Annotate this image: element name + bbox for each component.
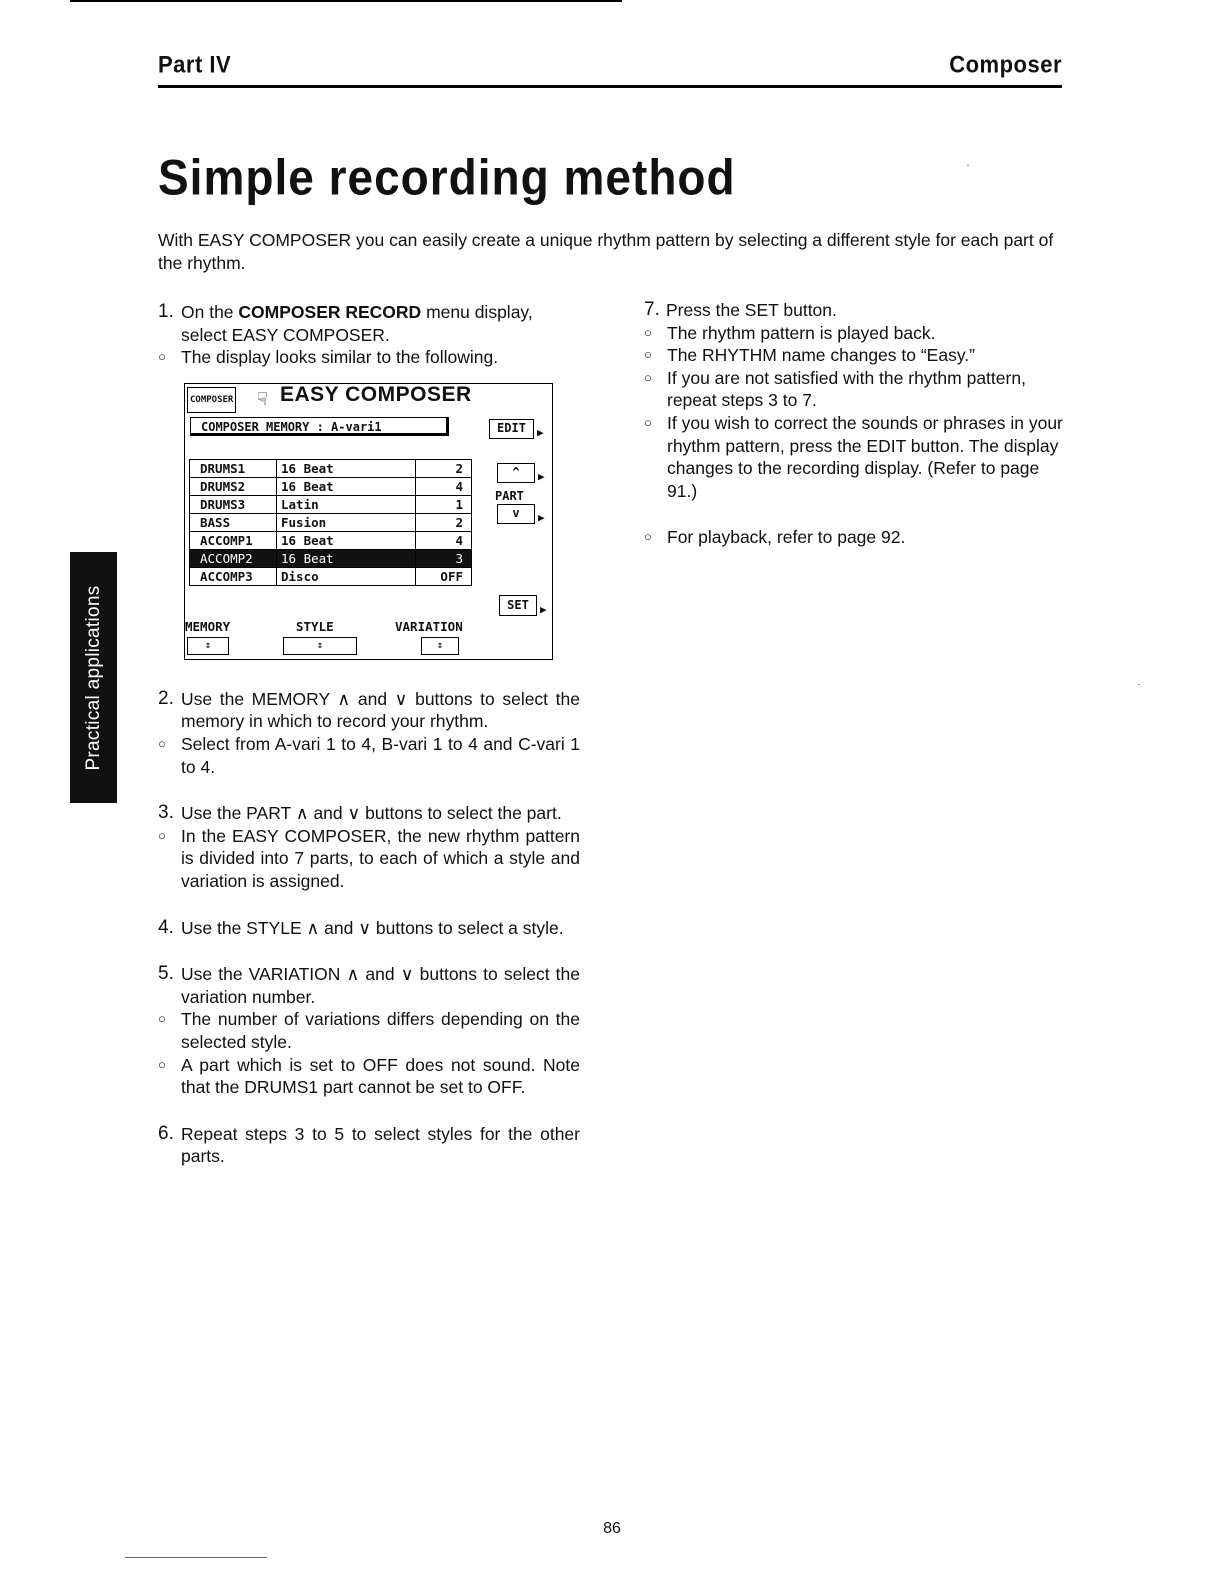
- bullet-icon: ○: [644, 369, 652, 385]
- bullet-icon: ○: [644, 414, 652, 430]
- composer-tag: COMPOSER: [187, 387, 236, 414]
- header-section: Composer: [949, 50, 1062, 79]
- variation-cell: 2: [416, 459, 472, 477]
- variation-cell: OFF: [416, 567, 472, 585]
- part-name-cell: DRUMS3: [190, 495, 277, 513]
- bullet-item: [158, 733, 580, 778]
- set-button[interactable]: SET: [499, 595, 537, 616]
- memory-label: MEMORY: [185, 618, 231, 634]
- style-name-cell: Disco: [277, 567, 416, 585]
- bullet-icon: ○: [644, 347, 652, 363]
- part-row[interactable]: [190, 513, 472, 531]
- parts-table: [189, 459, 472, 586]
- bullet-text: Select from A-vari 1 to 4, B-vari 1 to 4 and C-vari 1 to 4.: [181, 733, 580, 777]
- bullet-icon: ○: [158, 735, 166, 751]
- step-number: 5.: [158, 963, 174, 985]
- bullet-text: For playback, refer to page 92.: [667, 527, 906, 548]
- step-1: [158, 301, 580, 346]
- step-number: 6.: [158, 1122, 174, 1144]
- step-text: [181, 301, 580, 346]
- style-label: STYLE: [296, 618, 334, 634]
- part-name-cell: DRUMS1: [190, 459, 277, 477]
- bullet-item: [158, 1008, 580, 1053]
- step-text: Press the SET button.: [666, 300, 837, 320]
- scan-speck: [967, 165, 969, 166]
- style-name-cell: 16 Beat: [277, 477, 416, 495]
- triangle-right-icon: ▶: [538, 469, 545, 483]
- bullet-item: [644, 367, 1064, 412]
- step-number: 3.: [158, 802, 174, 824]
- lcd-display: [184, 383, 553, 660]
- step-text: Use the STYLE ∧ and ∨ buttons to select a style.: [181, 917, 564, 938]
- bullet-item: [158, 825, 580, 893]
- step-7: [644, 299, 1064, 322]
- variation-cell: 1: [416, 495, 472, 513]
- bullet-icon: ○: [644, 324, 652, 340]
- bullet-icon: ○: [158, 1056, 166, 1072]
- triangle-right-icon: ▶: [537, 425, 544, 439]
- part-name-cell: ACCOMP3: [190, 567, 277, 585]
- step-number: 2.: [158, 687, 174, 709]
- variation-cell: 3: [416, 549, 472, 567]
- part-row[interactable]: [190, 531, 472, 549]
- style-name-cell: Latin: [277, 495, 416, 513]
- step-4: [158, 917, 580, 940]
- bullet-text: The display looks similar to the following.: [181, 347, 499, 368]
- bullet-text: If you wish to correct the sounds or phrases in your rhythm pattern, press the EDIT button. The display changes to the recording display. (Refer to page 91.): [667, 412, 1063, 501]
- part-name-cell: ACCOMP2: [190, 549, 277, 567]
- step-text: Use the MEMORY ∧ and ∨ buttons to select the memory in which to record your rhythm.: [181, 688, 580, 732]
- style-updown-icon[interactable]: ⇕: [283, 637, 357, 655]
- bullet-icon: ○: [158, 1011, 166, 1027]
- part-row[interactable]: [190, 495, 472, 513]
- bullet-text: A part which is set to OFF does not sound. Note that the DRUMS1 part cannot be set to OFF.: [181, 1054, 580, 1098]
- header-part: Part IV: [158, 50, 232, 79]
- variation-updown-icon[interactable]: ⇕: [421, 637, 459, 655]
- scan-speck: [1138, 684, 1140, 685]
- part-name-cell: BASS: [190, 513, 277, 531]
- variation-cell: 4: [416, 531, 472, 549]
- triangle-right-icon: ▶: [538, 510, 545, 524]
- bullet-text: If you are not satisfied with the rhythm pattern, repeat steps 3 to 7.: [667, 367, 1026, 411]
- step-text: Use the PART ∧ and ∨ buttons to select the part.: [181, 803, 562, 824]
- header-rule: [158, 85, 1062, 88]
- page-number: 86: [603, 1520, 621, 1537]
- step-text-part: menu display, select EASY COMPOSER.: [181, 302, 533, 345]
- variation-label: VARIATION: [395, 618, 463, 634]
- memory-bar: COMPOSER MEMORY : A-vari1: [190, 417, 449, 436]
- part-row[interactable]: [190, 549, 472, 567]
- bullet-icon: ○: [158, 349, 166, 365]
- memory-updown-icon[interactable]: ⇕: [187, 637, 229, 655]
- bullet-item: [644, 322, 1064, 345]
- style-name-cell: 16 Beat: [277, 459, 416, 477]
- side-tab: [70, 552, 117, 803]
- bullet-item: [644, 526, 1064, 549]
- bottom-rule: [125, 1557, 267, 1558]
- menu-name: COMPOSER RECORD: [238, 302, 422, 322]
- part-row[interactable]: [190, 477, 472, 495]
- style-name-cell: 16 Beat: [277, 549, 416, 567]
- step-2: [158, 688, 580, 733]
- bullet-icon: ○: [158, 827, 166, 843]
- bullet-item: [158, 346, 580, 369]
- step-number: 7.: [644, 299, 660, 320]
- edit-button[interactable]: EDIT: [489, 419, 534, 439]
- bullet-text: In the EASY COMPOSER, the new rhythm pattern is divided into 7 parts, to each of which a style and variation is assigned.: [181, 825, 580, 891]
- page-title: Simple recording method: [158, 148, 736, 206]
- step-number: 4.: [158, 916, 174, 938]
- hand-icon: ☟: [257, 388, 268, 410]
- step-text-part: On the: [181, 302, 239, 322]
- bullet-item: [644, 344, 1064, 367]
- bullet-text: The number of variations differs depending on the selected style.: [181, 1009, 580, 1052]
- part-row[interactable]: [190, 459, 472, 477]
- step-number: 1.: [158, 301, 174, 322]
- part-row[interactable]: [190, 567, 472, 585]
- bullet-item: [158, 1054, 580, 1099]
- style-name-cell: Fusion: [277, 513, 416, 531]
- bullet-icon: ○: [644, 529, 652, 545]
- step-text: Repeat steps 3 to 5 to select styles for the other parts.: [181, 1123, 580, 1167]
- part-name-cell: DRUMS2: [190, 477, 277, 495]
- display-heading: EASY COMPOSER: [280, 382, 472, 406]
- part-label: PART: [495, 488, 524, 503]
- part-up-button[interactable]: ^: [497, 463, 535, 483]
- right-column: [644, 299, 1064, 549]
- style-name-cell: 16 Beat: [277, 531, 416, 549]
- step-3: [158, 802, 580, 825]
- step-text: Use the VARIATION ∧ and ∨ buttons to select the variation number.: [181, 964, 580, 1007]
- left-column: [158, 301, 580, 1168]
- bullet-item: [644, 412, 1064, 502]
- intro-paragraph: With EASY COMPOSER you can easily create a unique rhythm pattern by selecting a different style for each part of the rhythm.: [158, 230, 1054, 273]
- step-5: [158, 963, 580, 1008]
- side-tab-label: Practical applications: [82, 584, 104, 771]
- bullet-text: The rhythm pattern is played back.: [667, 322, 936, 343]
- top-rule: [70, 0, 622, 2]
- part-down-button[interactable]: v: [497, 504, 535, 524]
- variation-cell: 4: [416, 477, 472, 495]
- part-name-cell: ACCOMP1: [190, 531, 277, 549]
- step-6: [158, 1123, 580, 1168]
- triangle-right-icon: ▶: [540, 602, 547, 616]
- bullet-text: The RHYTHM name changes to “Easy.”: [667, 345, 975, 366]
- variation-cell: 2: [416, 513, 472, 531]
